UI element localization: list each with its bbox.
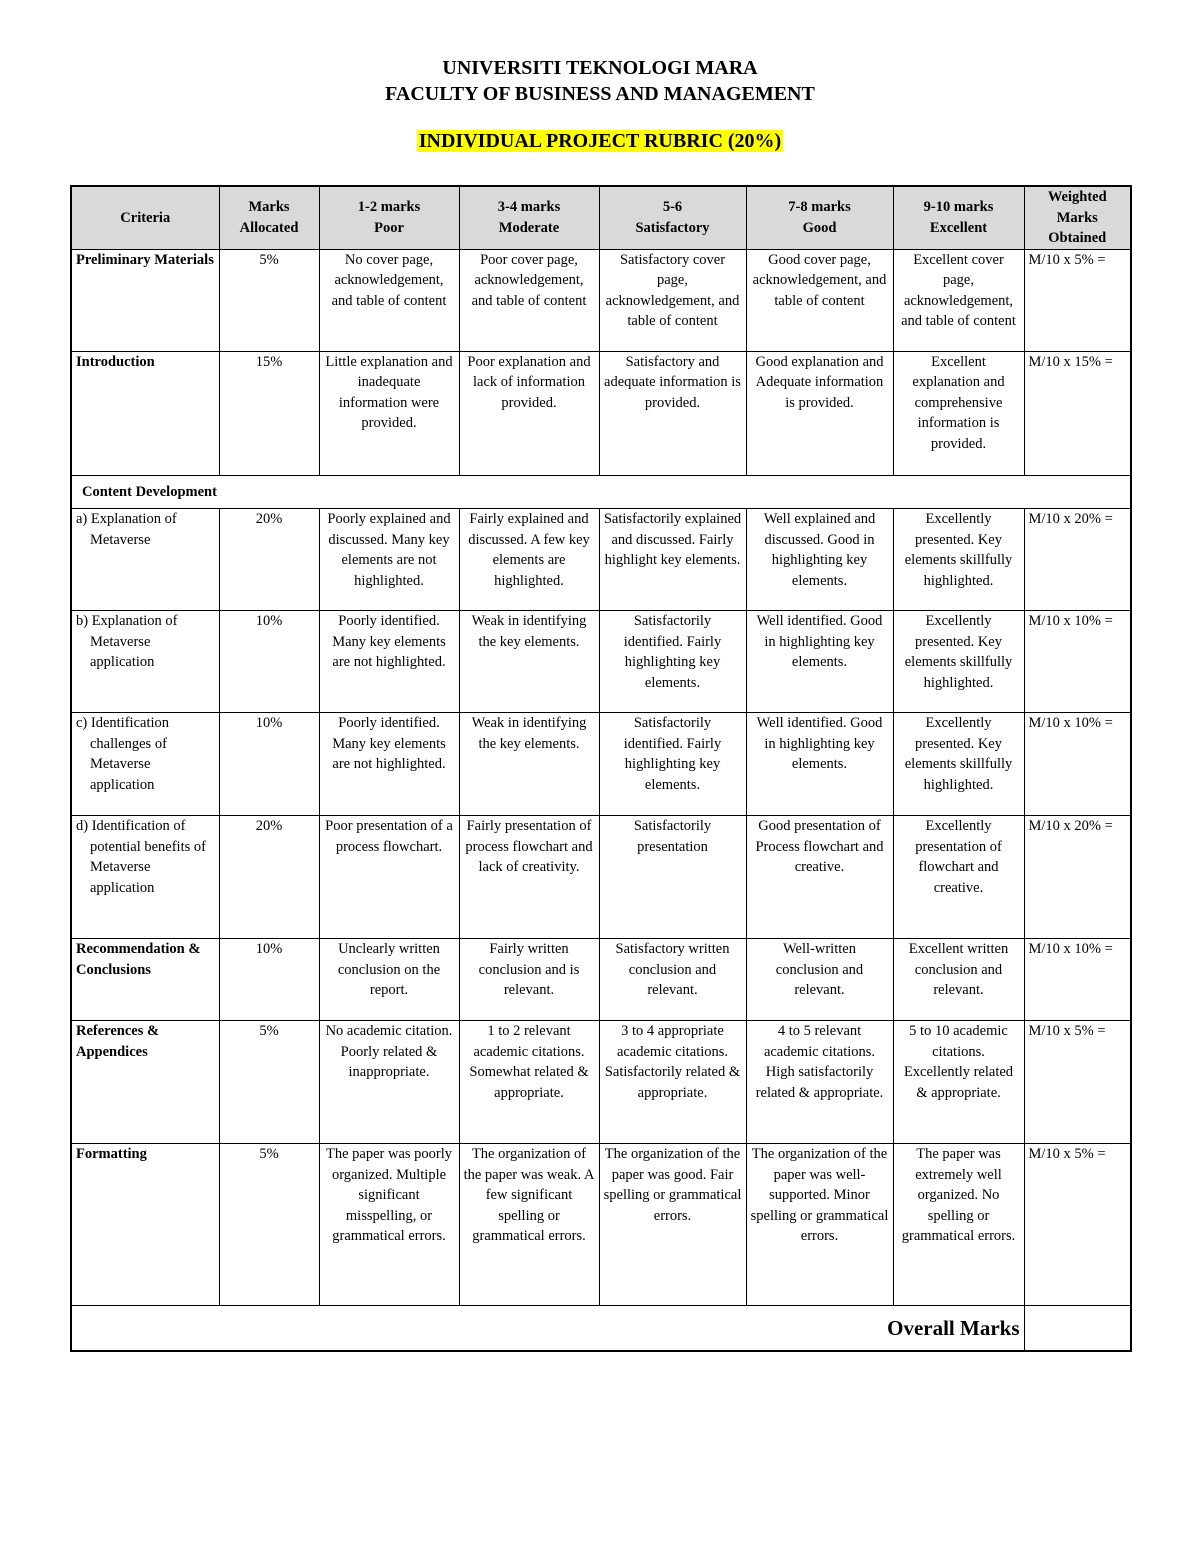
weighted-cell: M/10 x 10% = bbox=[1024, 939, 1131, 1021]
excellent-cell: Excellent cover page, acknowledgement, and table of content bbox=[893, 249, 1024, 351]
satisfactory-cell: Satisfactory cover page, acknowledgement, and table of content bbox=[599, 249, 746, 351]
university-name: UNIVERSITI TEKNOLOGI MARA bbox=[442, 57, 758, 79]
criteria-cell: c) Identification challenges of Metaverse application bbox=[71, 713, 219, 816]
good-cell: Good cover page, acknowledgement, and table of content bbox=[746, 249, 893, 351]
table-row bbox=[71, 816, 1131, 939]
criteria-cell: Introduction bbox=[71, 351, 219, 475]
table-row bbox=[71, 713, 1131, 816]
criteria-cell: Formatting bbox=[71, 1144, 219, 1306]
rubric-title: INDIVIDUAL PROJECT RUBRIC (20%) bbox=[418, 130, 782, 152]
weighted-cell: M/10 x 20% = bbox=[1024, 816, 1131, 939]
poor-cell: Poor presentation of a process flowchart. bbox=[319, 816, 459, 939]
good-cell: Good explanation and Adequate information is provided. bbox=[746, 351, 893, 475]
poor-cell: No academic citation. Poorly related & inappropriate. bbox=[319, 1021, 459, 1144]
weighted-cell: M/10 x 10% = bbox=[1024, 713, 1131, 816]
moderate-cell: Fairly written conclusion and is relevant. bbox=[459, 939, 599, 1021]
excellent-cell: Excellent written conclusion and relevant. bbox=[893, 939, 1024, 1021]
excellent-cell: Excellently presented. Key elements skillfully highlighted. bbox=[893, 713, 1024, 816]
satisfactory-cell: Satisfactory and adequate information is provided. bbox=[599, 351, 746, 475]
excellent-cell: The paper was extremely well organized. No spelling or grammatical errors. bbox=[893, 1144, 1024, 1306]
table-row bbox=[71, 249, 1131, 351]
criteria-cell: Recommendation & Conclusions bbox=[71, 939, 219, 1021]
satisfactory-cell: 3 to 4 appropriate academic citations. Satisfactorily related & appropriate. bbox=[599, 1021, 746, 1144]
criteria-cell: b) Explanation of Metaverse application bbox=[71, 611, 219, 713]
header-poor: 1-2 marks Poor bbox=[319, 186, 459, 249]
overall-marks-value bbox=[1024, 1306, 1131, 1352]
marks-cell: 5% bbox=[219, 1144, 319, 1306]
good-cell: Well identified. Good in highlighting key elements. bbox=[746, 713, 893, 816]
header-excellent: 9-10 marks Excellent bbox=[893, 186, 1024, 249]
faculty-name: FACULTY OF BUSINESS AND MANAGEMENT bbox=[385, 83, 815, 105]
section-title: Content Development bbox=[71, 475, 1131, 509]
marks-cell: 5% bbox=[219, 249, 319, 351]
table-row bbox=[71, 509, 1131, 611]
header-criteria: Criteria bbox=[71, 186, 219, 249]
excellent-cell: Excellently presented. Key elements skillfully highlighted. bbox=[893, 611, 1024, 713]
header-moderate: 3-4 marks Moderate bbox=[459, 186, 599, 249]
rubric-title-wrap bbox=[0, 129, 1200, 153]
weighted-cell: M/10 x 10% = bbox=[1024, 611, 1131, 713]
header-good: 7-8 marks Good bbox=[746, 186, 893, 249]
poor-cell: Unclearly written conclusion on the report. bbox=[319, 939, 459, 1021]
table-row bbox=[71, 351, 1131, 475]
excellent-cell: 5 to 10 academic citations. Excellently related & appropriate. bbox=[893, 1021, 1024, 1144]
table-row bbox=[71, 611, 1131, 713]
marks-cell: 10% bbox=[219, 939, 319, 1021]
section-row bbox=[71, 475, 1131, 509]
table-row bbox=[71, 939, 1131, 1021]
moderate-cell: Weak in identifying the key elements. bbox=[459, 611, 599, 713]
satisfactory-cell: Satisfactorily explained and discussed. Fairly highlight key elements. bbox=[599, 509, 746, 611]
weighted-cell: M/10 x 5% = bbox=[1024, 1021, 1131, 1144]
satisfactory-cell: Satisfactorily presentation bbox=[599, 816, 746, 939]
rubric-table bbox=[70, 185, 1132, 1352]
header-row bbox=[71, 186, 1131, 249]
weighted-cell: M/10 x 5% = bbox=[1024, 1144, 1131, 1306]
weighted-cell: M/10 x 20% = bbox=[1024, 509, 1131, 611]
moderate-cell: Fairly explained and discussed. A few key elements are highlighted. bbox=[459, 509, 599, 611]
moderate-cell: Fairly presentation of process flowchart and lack of creativity. bbox=[459, 816, 599, 939]
marks-cell: 20% bbox=[219, 509, 319, 611]
good-cell: Good presentation of Process flowchart and creative. bbox=[746, 816, 893, 939]
marks-cell: 20% bbox=[219, 816, 319, 939]
excellent-cell: Excellent explanation and comprehensive information is provided. bbox=[893, 351, 1024, 475]
weighted-cell: M/10 x 5% = bbox=[1024, 249, 1131, 351]
header-marks-allocated: Marks Allocated bbox=[219, 186, 319, 249]
criteria-cell: a) Explanation of Metaverse bbox=[71, 509, 219, 611]
criteria-cell: References & Appendices bbox=[71, 1021, 219, 1144]
marks-cell: 10% bbox=[219, 713, 319, 816]
poor-cell: Poorly identified. Many key elements are not highlighted. bbox=[319, 611, 459, 713]
good-cell: Well explained and discussed. Good in highlighting key elements. bbox=[746, 509, 893, 611]
document-header bbox=[0, 55, 1200, 153]
poor-cell: Poorly identified. Many key elements are not highlighted. bbox=[319, 713, 459, 816]
excellent-cell: Excellently presented. Key elements skillfully highlighted. bbox=[893, 509, 1024, 611]
marks-cell: 5% bbox=[219, 1021, 319, 1144]
overall-row bbox=[71, 1306, 1131, 1352]
good-cell: Well-written conclusion and relevant. bbox=[746, 939, 893, 1021]
marks-cell: 10% bbox=[219, 611, 319, 713]
satisfactory-cell: Satisfactorily identified. Fairly highlighting key elements. bbox=[599, 611, 746, 713]
criteria-cell: Preliminary Materials bbox=[71, 249, 219, 351]
header-weighted-marks: Weighted Marks Obtained bbox=[1024, 186, 1131, 249]
poor-cell: The paper was poorly organized. Multiple significant misspelling, or grammatical errors. bbox=[319, 1144, 459, 1306]
criteria-cell: d) Identification of potential benefits of Metaverse application bbox=[71, 816, 219, 939]
poor-cell: Poorly explained and discussed. Many key elements are not highlighted. bbox=[319, 509, 459, 611]
moderate-cell: Poor cover page, acknowledgement, and table of content bbox=[459, 249, 599, 351]
header-satisfactory: 5-6 Satisfactory bbox=[599, 186, 746, 249]
poor-cell: Little explanation and inadequate information were provided. bbox=[319, 351, 459, 475]
good-cell: Well identified. Good in highlighting key elements. bbox=[746, 611, 893, 713]
good-cell: The organization of the paper was well-supported. Minor spelling or grammatical errors. bbox=[746, 1144, 893, 1306]
moderate-cell: Poor explanation and lack of information provided. bbox=[459, 351, 599, 475]
table-row bbox=[71, 1021, 1131, 1144]
poor-cell: No cover page, acknowledgement, and table of content bbox=[319, 249, 459, 351]
satisfactory-cell: Satisfactorily identified. Fairly highlighting key elements. bbox=[599, 713, 746, 816]
moderate-cell: Weak in identifying the key elements. bbox=[459, 713, 599, 816]
moderate-cell: 1 to 2 relevant academic citations. Somewhat related & appropriate. bbox=[459, 1021, 599, 1144]
moderate-cell: The organization of the paper was weak. A few significant spelling or grammatical errors. bbox=[459, 1144, 599, 1306]
good-cell: 4 to 5 relevant academic citations. High satisfactorily related & appropriate. bbox=[746, 1021, 893, 1144]
satisfactory-cell: The organization of the paper was good. Fair spelling or grammatical errors. bbox=[599, 1144, 746, 1306]
satisfactory-cell: Satisfactory written conclusion and relevant. bbox=[599, 939, 746, 1021]
excellent-cell: Excellently presentation of flowchart and creative. bbox=[893, 816, 1024, 939]
table-row bbox=[71, 1144, 1131, 1306]
marks-cell: 15% bbox=[219, 351, 319, 475]
overall-marks-label: Overall Marks bbox=[71, 1306, 1024, 1352]
weighted-cell: M/10 x 15% = bbox=[1024, 351, 1131, 475]
